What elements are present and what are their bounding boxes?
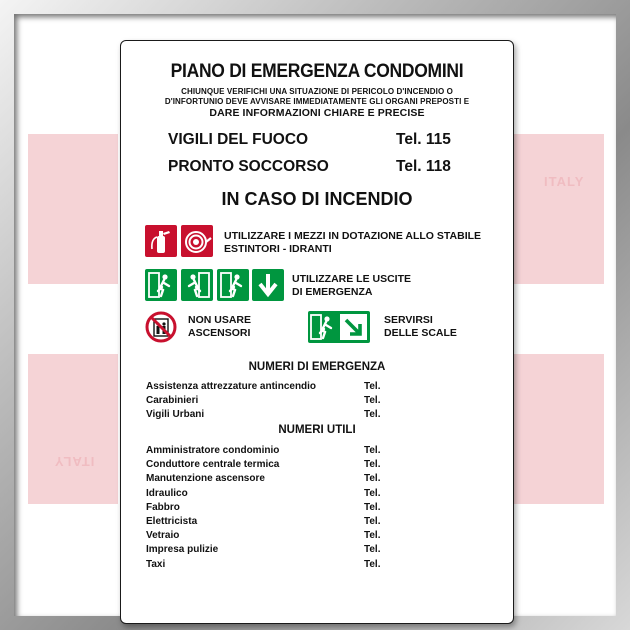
stairs-line1: SERVIRSI: [384, 314, 433, 326]
list-item-tel: Tel.: [364, 487, 381, 499]
list-item-label: Impresa pulizie: [146, 544, 219, 556]
watermark-text-top: ITALY: [544, 174, 585, 189]
exits-line1: UTILIZZARE LE USCITE: [292, 273, 411, 285]
list-item-label: Taxi: [146, 558, 166, 570]
extinguishers-line2: ESTINTORI - IDRANTI: [224, 243, 332, 255]
extinguishers-line1: UTILIZZARE I MEZZI IN DOTAZIONE ALLO STABILE: [224, 230, 482, 242]
subtitle-line3-bold: CHIARE E PRECISE: [323, 107, 425, 119]
fire-extinguisher-icon: [145, 225, 177, 257]
arrow-down-icon: [252, 269, 284, 301]
no-elevator-text: [188, 314, 251, 340]
list-item-tel: Tel.: [364, 516, 381, 527]
stairs-exit-icon: [308, 311, 370, 343]
no-elevator-line2: ASCENSORI: [188, 327, 251, 339]
list-item-tel: Tel.: [364, 459, 381, 471]
sign-subtitle-line3: [121, 107, 513, 119]
emergency-plan-sign: [120, 40, 514, 624]
list-item-tel: Tel.: [364, 558, 381, 570]
emergency-exit-icon: [217, 269, 249, 301]
sign-subtitle-line1: CHIUNQUE VERIFICHI UNA SITUAZIONE DI PERICOLO D'INCENDIO O: [181, 87, 453, 96]
emergency-numbers-heading: NUMERI DI EMERGENZA: [248, 361, 386, 373]
list-item-tel: Tel.: [364, 409, 381, 420]
list-item-tel: Tel.: [364, 530, 381, 542]
phone-name-soccorso: PRONTO SOCCORSO: [168, 158, 329, 175]
list-item-label: Vetraio: [146, 530, 180, 542]
phone-name-vigili: VIGILI DEL FUOCO: [168, 131, 309, 148]
subtitle-line3-prefix: DARE INFORMAZIONI: [209, 107, 321, 119]
no-elevator-icon: [145, 311, 177, 343]
no-elevator-line1: NON USARE: [188, 314, 252, 326]
sign-subtitle-line2: D'INFORTUNIO DEVE AVVISARE IMMEDIATAMENTE GLI ORGANI PREPOSTI E: [164, 97, 470, 106]
list-item-label: Elettricista: [146, 516, 198, 527]
list-item-label: Fabbro: [146, 501, 180, 513]
list-item-tel: Tel.: [364, 381, 381, 392]
emergency-exit-icon: [181, 269, 213, 301]
watermark-block-bottom-right: [514, 354, 604, 504]
list-item-label: Assistenza attrezzature antincendio: [146, 381, 317, 392]
list-item-label: Vigili Urbani: [146, 409, 205, 420]
extinguishers-text: [224, 230, 481, 256]
watermark-block-top-right: [514, 134, 604, 284]
list-item-label: Idraulico: [146, 487, 188, 499]
watermark-block-top-left: [28, 134, 118, 284]
exits-line2: DI EMERGENZA: [292, 286, 373, 298]
phone-number-soccorso: Tel. 118: [396, 158, 451, 175]
useful-numbers-heading: NUMERI UTILI: [278, 424, 356, 436]
fire-heading: IN CASO DI INCENDIO: [221, 189, 413, 209]
list-item-label: Conduttore centrale termica: [146, 459, 280, 471]
list-item-tel: Tel.: [364, 445, 381, 456]
list-item-label: Amministratore condominio: [146, 445, 280, 456]
list-item-label: Carabinieri: [146, 395, 199, 406]
emergency-exit-icon: [145, 269, 177, 301]
stairs-line2: DELLE SCALE: [384, 327, 457, 339]
exits-text: [292, 273, 411, 299]
watermark-text-bottom: ITALY: [54, 454, 95, 469]
fire-hose-icon: [181, 225, 213, 257]
sign-title: PIANO DI EMERGENZA CONDOMINI: [170, 61, 464, 82]
list-item-tel: Tel.: [364, 544, 381, 556]
stairs-text: [384, 314, 457, 340]
list-item-tel: Tel.: [364, 501, 381, 513]
list-item-tel: Tel.: [364, 473, 381, 485]
list-item-label: Manutenzione ascensore: [146, 473, 265, 485]
watermark-block-bottom-left: [28, 354, 118, 504]
list-item-tel: Tel.: [364, 395, 381, 406]
phone-number-vigili: Tel. 115: [396, 131, 451, 148]
